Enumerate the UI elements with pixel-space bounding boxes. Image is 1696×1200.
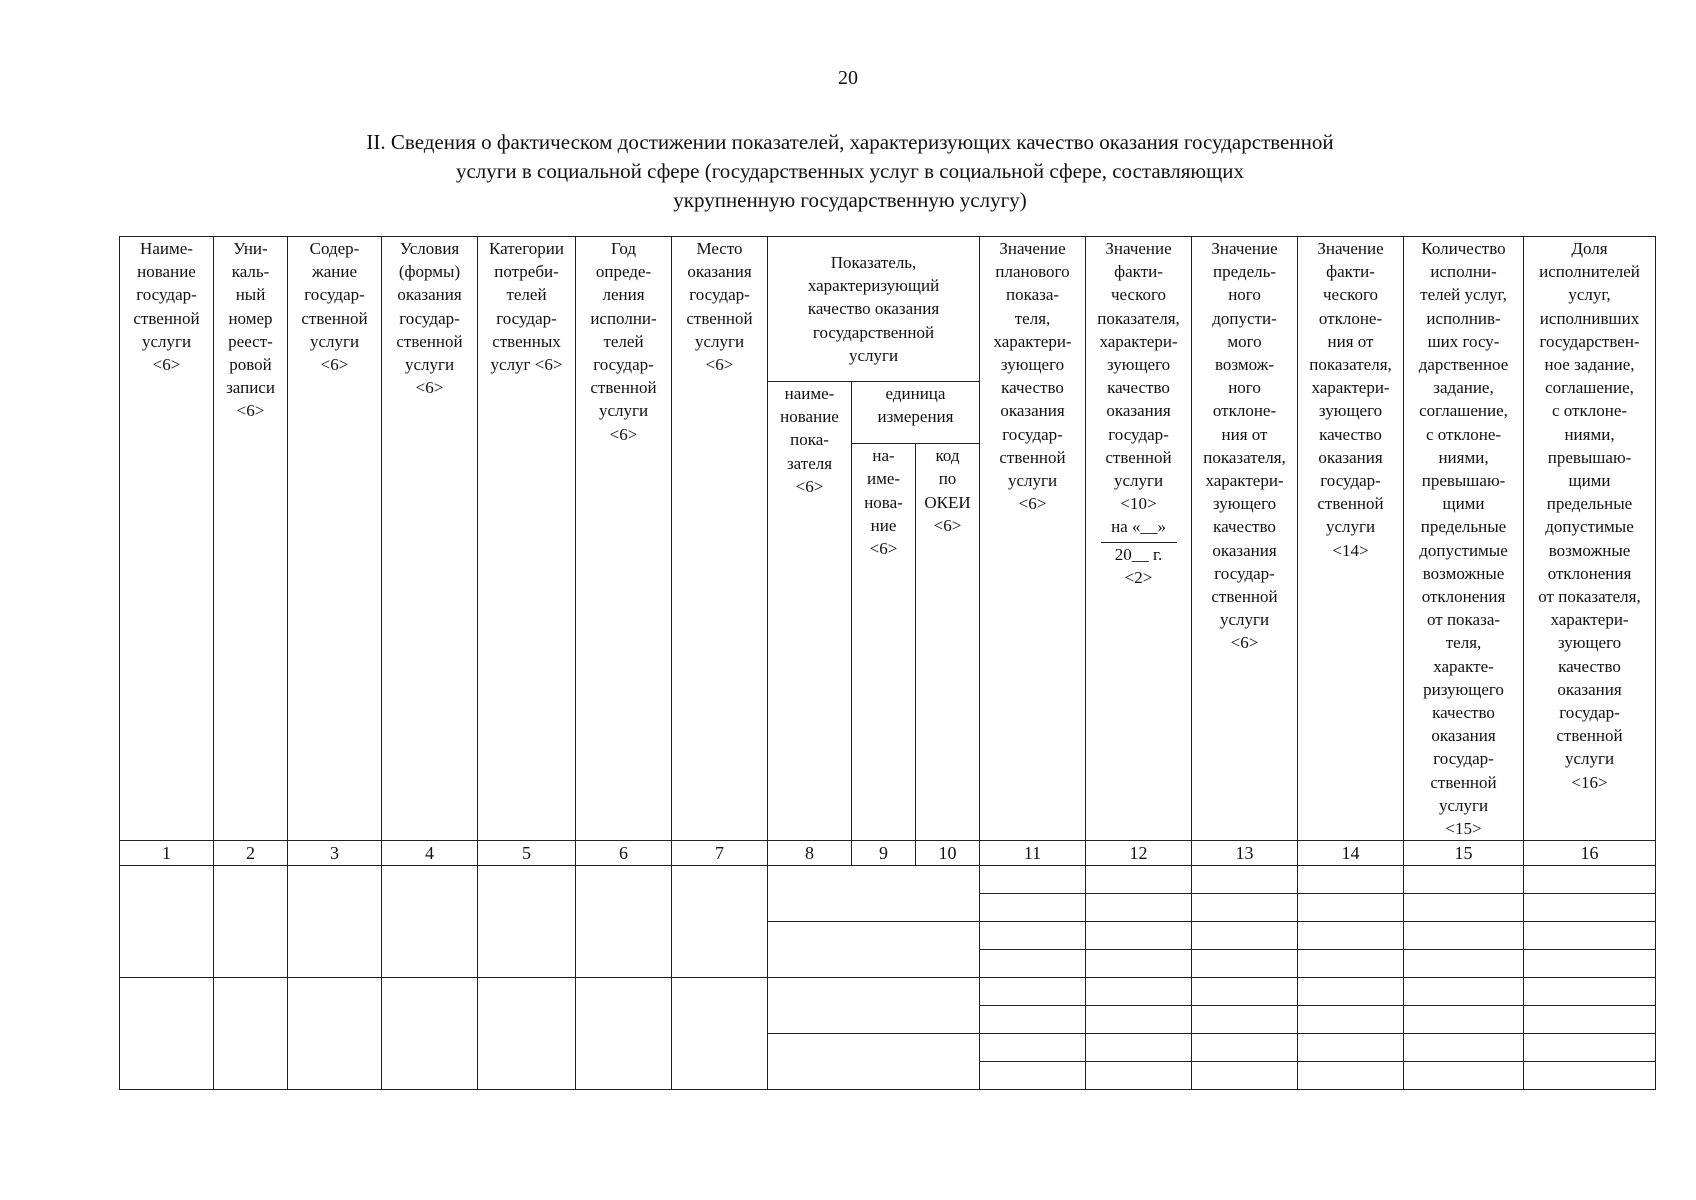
column-number: 2	[214, 841, 288, 866]
table-cell[interactable]	[1086, 1062, 1192, 1090]
table-cell[interactable]	[980, 866, 1086, 894]
table-cell[interactable]	[980, 1006, 1086, 1034]
table-cell[interactable]	[1404, 1034, 1524, 1062]
column-number: 3	[288, 841, 382, 866]
section-title-line-2: услуги в социальной сфере (государственных услуг в социальной сфере, составляющих	[455, 159, 1245, 183]
table-cell[interactable]	[1524, 1034, 1656, 1062]
table-cell[interactable]	[1086, 950, 1192, 978]
header-consumer-categories: Категории потреби- телей государ- ственных услуг <6>	[478, 237, 576, 841]
table-cell[interactable]	[1298, 922, 1404, 950]
table-cell[interactable]	[1404, 1006, 1524, 1034]
quality-indicators-table	[119, 236, 1656, 1090]
header-executors-share: Доля исполнителей услуг, исполнивших государствен- ное задание, соглашение, с отклоне- ниями, превышаю- щими предельные допустимые возможные отклонения от показателя, характери- зующего качество оказания государ- ственной услуги <16>	[1524, 237, 1656, 841]
header-year-of-determination: Год опреде- ления исполни- телей государ- ственной услуги <6>	[576, 237, 672, 841]
table-cell[interactable]	[1192, 1034, 1298, 1062]
column-number: 6	[576, 841, 672, 866]
table-cell[interactable]	[1298, 950, 1404, 978]
column-number: 11	[980, 841, 1086, 866]
table-cell[interactable]	[1404, 1062, 1524, 1090]
page-number: 20	[838, 67, 858, 89]
header-indicator-name: наиме- нование пока- зателя <6>	[768, 382, 852, 841]
table-cell[interactable]	[1524, 922, 1656, 950]
table-cell[interactable]	[1192, 894, 1298, 922]
table-cell[interactable]	[1298, 1034, 1404, 1062]
table-cell[interactable]	[1298, 1006, 1404, 1034]
table-cell[interactable]	[768, 978, 980, 1034]
table-cell[interactable]	[768, 866, 980, 922]
column-number: 10	[916, 841, 980, 866]
table-cell[interactable]	[672, 978, 768, 1090]
table-cell[interactable]	[1086, 922, 1192, 950]
table-cell[interactable]	[1404, 866, 1524, 894]
table-cell[interactable]	[1192, 1006, 1298, 1034]
table-cell[interactable]	[214, 978, 288, 1090]
table-cell[interactable]	[1524, 1062, 1656, 1090]
table-cell[interactable]	[1086, 866, 1192, 894]
table-cell[interactable]	[980, 1062, 1086, 1090]
column-number: 5	[478, 841, 576, 866]
table-row	[120, 866, 1656, 894]
table-cell[interactable]	[980, 922, 1086, 950]
table-cell[interactable]	[1192, 978, 1298, 1006]
table-cell[interactable]	[768, 1034, 980, 1090]
table-cell[interactable]	[1298, 1062, 1404, 1090]
header-actual-value: Значение факти- ческого показателя, характери- зующего качество оказания государ- ственной услуги <10> на «__» 20__ г. <2>	[1086, 237, 1192, 841]
table-cell[interactable]	[980, 894, 1086, 922]
column-number: 12	[1086, 841, 1192, 866]
table-cell[interactable]	[980, 950, 1086, 978]
table-cell[interactable]	[672, 866, 768, 978]
table-cell[interactable]	[1404, 894, 1524, 922]
header-okei-code: код по ОКЕИ <6>	[916, 444, 980, 841]
section-title-line-1: II. Сведения о фактическом достижении показателей, характеризующих качество оказания государственной	[366, 130, 1334, 154]
table-cell[interactable]	[980, 1034, 1086, 1062]
table-cell[interactable]	[1524, 894, 1656, 922]
table-cell[interactable]	[1404, 978, 1524, 1006]
header-unit-of-measure: единица измерения	[852, 382, 980, 444]
table-cell[interactable]	[1524, 950, 1656, 978]
header-quality-indicator-group: Показатель, характеризующий качество оказания государственной услуги	[768, 237, 980, 382]
header-registry-number: Уни- каль- ный номер реест- ровой записи <6>	[214, 237, 288, 841]
table-cell[interactable]	[1086, 894, 1192, 922]
column-number: 1	[120, 841, 214, 866]
table-cell[interactable]	[478, 866, 576, 978]
table-cell[interactable]	[576, 978, 672, 1090]
table-cell[interactable]	[1192, 950, 1298, 978]
column-number: 15	[1404, 841, 1524, 866]
table-cell[interactable]	[1524, 978, 1656, 1006]
table-cell[interactable]	[1086, 1006, 1192, 1034]
table-cell[interactable]	[1192, 922, 1298, 950]
table-cell[interactable]	[1524, 866, 1656, 894]
table-cell[interactable]	[1298, 866, 1404, 894]
column-number: 7	[672, 841, 768, 866]
header-unit-name: на- име- нова- ние <6>	[852, 444, 916, 841]
column-number: 16	[1524, 841, 1656, 866]
table-cell[interactable]	[576, 866, 672, 978]
column-number: 14	[1298, 841, 1404, 866]
table-cell[interactable]	[768, 922, 980, 978]
header-actual-deviation: Значение факти- ческого отклоне- ния от показателя, характери- зующего качество оказания государ- ственной услуги <14>	[1298, 237, 1404, 841]
table-cell[interactable]	[288, 866, 382, 978]
section-title	[240, 128, 1460, 215]
table-cell[interactable]	[980, 978, 1086, 1006]
header-executors-count: Количество исполни- телей услуг, исполнив- ших госу- дарственное задание, соглашение, с отклоне- ниями, превышаю- щими предельные допустимые возможные отклонения от показа- теля, характе- ризующего качество оказания государ- ственной услуги <15>	[1404, 237, 1524, 841]
header-service-conditions: Условия (формы) оказания государ- ственной услуги <6>	[382, 237, 478, 841]
table-cell[interactable]	[382, 978, 478, 1090]
column-number: 4	[382, 841, 478, 866]
header-service-content: Содер- жание государ- ственной услуги <6>	[288, 237, 382, 841]
table-cell[interactable]	[382, 866, 478, 978]
table-cell[interactable]	[1086, 1034, 1192, 1062]
table-cell[interactable]	[1298, 978, 1404, 1006]
column-number: 8	[768, 841, 852, 866]
table-cell[interactable]	[1298, 894, 1404, 922]
table-cell[interactable]	[120, 978, 214, 1090]
table-cell[interactable]	[214, 866, 288, 978]
table-cell[interactable]	[120, 866, 214, 978]
section-title-line-3: укрупненную государственную услугу)	[673, 188, 1027, 212]
column-numbers-row	[120, 841, 1656, 866]
table-cell[interactable]	[1404, 950, 1524, 978]
table-cell[interactable]	[1192, 866, 1298, 894]
header-row-1	[120, 237, 1656, 382]
table-cell[interactable]	[1086, 978, 1192, 1006]
table-row	[120, 978, 1656, 1006]
table-cell[interactable]	[1192, 1062, 1298, 1090]
table-cell[interactable]	[478, 978, 576, 1090]
column-number: 13	[1192, 841, 1298, 866]
column-number: 9	[852, 841, 916, 866]
header-planned-value: Значение планового показа- теля, характери- зующего качество оказания государ- ственной услуги <6>	[980, 237, 1086, 841]
header-place-of-service: Место оказания государ- ственной услуги <6>	[672, 237, 768, 841]
table-cell[interactable]	[1524, 1006, 1656, 1034]
table-cell[interactable]	[288, 978, 382, 1090]
table-cell[interactable]	[1404, 922, 1524, 950]
header-service-name: Наиме- нование государ- ственной услуги <6>	[120, 237, 214, 841]
header-max-deviation: Значение предель- ного допусти- мого возмож- ного отклоне- ния от показателя, характери- зующего качество оказания государ- ственной услуги <6>	[1192, 237, 1298, 841]
